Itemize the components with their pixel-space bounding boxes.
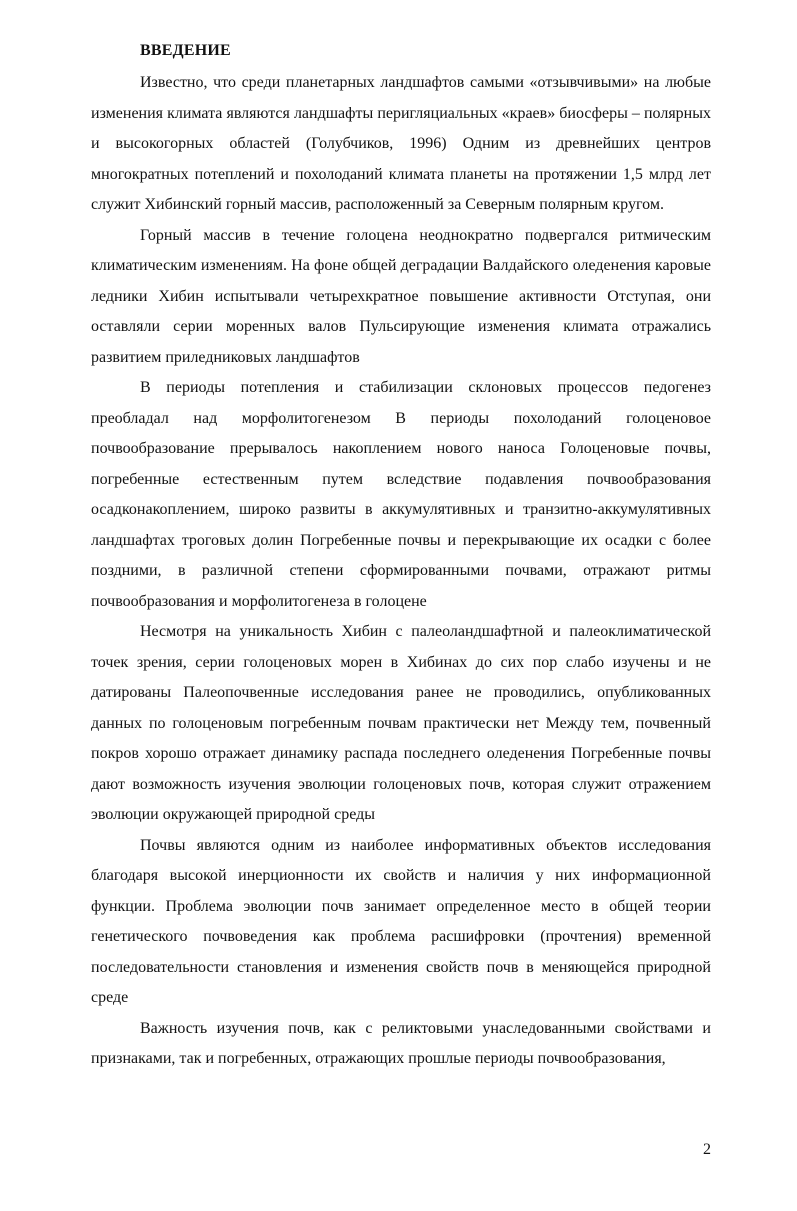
paragraph: Важность изучения почв, как с реликтовыми унаследованными свойствами и признаками, так и погребенных, отражающих прошлые периоды почвообразования,: [91, 1019, 711, 1067]
paragraph: Несмотря на уникальность Хибин с палеоландшафтной и палеоклиматической точек зрения, серии голоценовых морен в Хибинах до сих пор слабо изучены и не датированы Палеопочвенные исследования ранее не проводились, опубликованных данных по голоценовым погребенным почвам практически нет Между тем, почвенный покров хорошо отражает динамику распада последнего оледенения Погребенные почвы дают возможность изучения эволюции голоценовых почв, которая служит отражением эволюции окружающей природной среды: [91, 623, 711, 823]
paragraph: Горный массив в течение голоцена неоднократно подвергался ритмическим климатическим изменениям. На фоне общей деградации Валдайского оледенения каровые ледники Хибин испытывали четырехкратное повышение активности Отступая, они оставляли серии моренных валов Пульсирующие изменения климата отражались развитием приледниковых ландшафтов: [91, 226, 711, 366]
paragraph: Почвы являются одним из наиболее информативных объектов исследования благодаря высокой инерционности их свойств и наличия у них информационной функции. Проблема эволюции почв занимает определенное место в общей теории генетического почвоведения как проблема расшифровки (прочтения) временной последовательности становления и изменения свойств почв в меняющейся природной среде: [91, 836, 711, 1006]
section-heading: ВВЕДЕНИЕ: [140, 42, 231, 59]
body-text: [91, 68, 711, 1075]
page-number: 2: [703, 1141, 711, 1158]
paragraph: В периоды потепления и стабилизации склоновых процессов педогенез преобладал над морфолитогенезом В периоды похолоданий голоценовое почвообразование прерывалось накоплением нового наноса Голоценовые почвы, погребенные естественным путем вследствие подавления почвообразования осадконакоплением, широко развиты в аккумулятивных и транзитно-аккумулятивных ландшафтах троговых долин Погребенные почвы и перекрывающие их осадки с более поздними, в различной степени сформированными почвами, отражают ритмы почвообразования и морфолитогенеза в голоцене: [91, 379, 711, 610]
paragraph: Известно, что среди планетарных ландшафтов самыми «отзывчивыми» на любые изменения климата являются ландшафты перигляциальных «краев» биосферы – полярных и высокогорных областей (Голубчиков, 1996) Одним из древнейших центров многократных потеплений и похолоданий климата планеты на протяжении 1,5 млрд лет служит Хибинский горный массив, расположенный за Северным полярным кругом.: [91, 74, 711, 213]
